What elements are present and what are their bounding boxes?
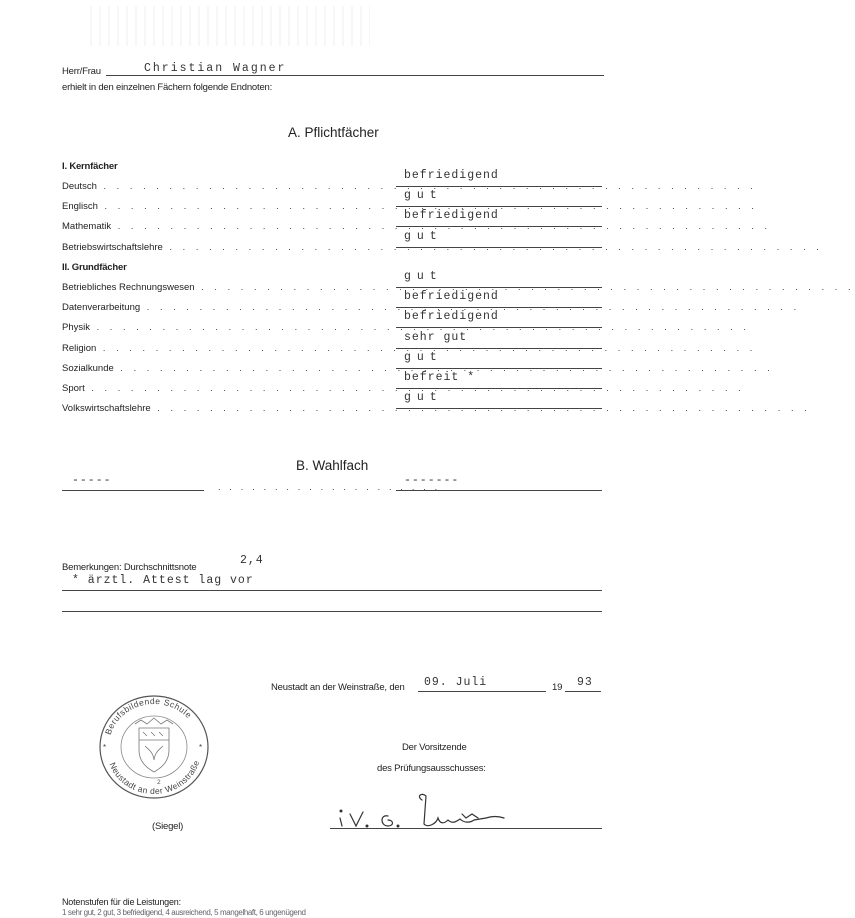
leader-dots: . . . . . . . . . . . . . . . . . . . . . . . . . . . . . . . . . . . . . . . . . . . . . . . . . . xyxy=(97,201,758,212)
grade-value: befreit * xyxy=(404,371,476,384)
leader-dots: . . . . . . . . . . . . . . . . . . . . . . . . . . . . . . . . . . . . . . . . . . . . . . . . . . xyxy=(89,322,751,333)
average-grade: 2,4 xyxy=(240,554,264,567)
leader-dots: . . . . . . . . . . . . . . . . . . . . . . . . . . . . . . . . . . . . . . . . . . . . . . . . . . xyxy=(140,302,801,313)
leader-dots: . . . . . . . . . . . . . . . . . . . . . . . . . . . . . . . . . . . . . . . . . . . . . . . . . . xyxy=(162,241,823,252)
svg-text:Neustadt an der Weinstraße: Neustadt an der Weinstraße xyxy=(107,758,202,797)
grade-underline xyxy=(396,186,602,187)
subject-row-label xyxy=(62,383,745,394)
subject-row-label xyxy=(62,322,751,334)
core-subjects-heading: I. Kernfächer xyxy=(62,161,118,172)
signature-line xyxy=(330,828,602,829)
scan-artifact xyxy=(90,6,370,46)
leader-dots: . . . . . . . . . . . . . . . . . . . . . . . . . . . . . . . . . . . . . . . . . . . . . . . . . . xyxy=(194,282,855,292)
grade-underline xyxy=(396,388,602,389)
grade-value: gut xyxy=(404,189,443,203)
subject-row-label xyxy=(62,221,772,233)
remarks-line-1 xyxy=(62,590,602,591)
seal-stamp-graphic xyxy=(95,690,213,802)
subject-row-label xyxy=(62,241,823,253)
grade-value: befriedigend xyxy=(404,209,499,223)
grade-underline xyxy=(396,408,602,409)
section-b-title: B. Wahlfach xyxy=(296,458,369,473)
subject-name: Physik xyxy=(62,322,90,334)
subject-name: Betriebswirtschaftslehre xyxy=(62,241,163,253)
official-seal xyxy=(95,690,213,802)
name-underline xyxy=(106,75,604,76)
grade-value: gut xyxy=(404,229,443,243)
grade-underline xyxy=(396,327,602,328)
grade-underline xyxy=(396,206,602,207)
grade-value: gut xyxy=(404,270,443,283)
subject-row-label xyxy=(62,362,774,374)
grade-value: befriedigend xyxy=(404,169,499,182)
subject-row-label xyxy=(62,201,758,213)
leader-dots: . . . . . . . . . . . . . . . . . . . . . . . . . . . . . . . . . . . . . . . . . . . . . . . . . . xyxy=(96,342,757,353)
grade-underline xyxy=(396,287,602,288)
subject-name: Sport xyxy=(62,383,85,394)
leader-dots: . . . . . . . . . . . . . . . . . . . . . . . . . . . . . . . . . . . . . . . . . . . . . . . . . . xyxy=(84,383,745,393)
section-a-title: A. Pflichtfächer xyxy=(288,125,379,140)
svg-text:Berufsbildende Schule: Berufsbildende Schule xyxy=(102,695,194,736)
leader-dots: . . . . . . . . . . . . . . . . . . . . . . . . . . . . . . . . . . . . . . . . . . . . . . . . . . xyxy=(150,403,811,414)
svg-text:2: 2 xyxy=(157,779,161,786)
subject-row-label xyxy=(62,282,855,293)
committee-title: des Prüfungsausschusses: xyxy=(377,763,486,774)
date-century: 19 xyxy=(552,682,563,693)
elective-subject-line xyxy=(62,490,204,491)
elective-subject-placeholder: ----- xyxy=(72,474,112,487)
subject-name: Religion xyxy=(62,342,97,354)
elective-dots: . . . . . . . . . . . . . . . . . . . . xyxy=(218,482,441,492)
subject-name: Mathematik xyxy=(62,221,112,233)
subject-row-label xyxy=(62,403,811,415)
leader-dots: . . . . . . . . . . . . . . . . . . . . . . . . . . . . . . . . . . . . . . . . . . . . . . . . . . xyxy=(96,181,757,191)
grade-underline xyxy=(396,368,602,369)
subject-name: Betriebliches Rechnungswesen xyxy=(62,282,195,293)
elective-grade-placeholder: ------- xyxy=(404,474,460,487)
elective-grade-line xyxy=(396,490,602,491)
handwritten-signature xyxy=(336,790,516,830)
remarks-note: * ärztl. Attest lag vor xyxy=(72,574,254,587)
subject-name: Volkswirtschaftslehre xyxy=(62,403,151,415)
grade-value: sehr gut xyxy=(404,330,468,344)
grade-scale: 1 sehr gut, 2 gut, 3 befriedigend, 4 ausreichend, 5 mangelhaft, 6 ungenügend xyxy=(62,908,306,917)
grade-value: befriedigend xyxy=(404,290,499,304)
date-day-month: 09. Juli xyxy=(424,676,488,689)
grade-value: gut xyxy=(404,391,443,405)
intro-text: erhielt in den einzelnen Fächern folgende Endnoten: xyxy=(62,82,273,93)
grade-scale-heading: Notenstufen für die Leistungen: xyxy=(62,897,181,907)
grade-underline xyxy=(396,307,602,308)
grade-underline xyxy=(396,247,602,248)
grade-underline xyxy=(396,348,602,349)
grade-value: gut xyxy=(404,350,443,364)
chair-title: Der Vorsitzende xyxy=(402,742,467,753)
salutation-label: Herr/Frau xyxy=(62,66,101,77)
seal-label: (Siegel) xyxy=(152,821,184,832)
subject-name: Englisch xyxy=(62,201,98,213)
svg-text:*: * xyxy=(103,743,107,752)
leader-dots: . . . . . . . . . . . . . . . . . . . . . . . . . . . . . . . . . . . . . . . . . . . . . . . . . . xyxy=(113,362,774,373)
subject-row-label xyxy=(62,181,757,192)
grade-value: befriedigend xyxy=(404,310,499,324)
subject-name: Datenverarbeitung xyxy=(62,302,141,314)
svg-text:*: * xyxy=(199,743,203,752)
place-date-prefix: Neustadt an der Weinstraße, den xyxy=(271,682,405,693)
grade-underline xyxy=(396,226,602,227)
remarks-label: Bemerkungen: Durchschnittsnote xyxy=(62,562,197,573)
subject-row-label xyxy=(62,342,757,354)
year-underline xyxy=(565,691,601,692)
basic-subjects-heading: II. Grundfächer xyxy=(62,262,127,273)
subject-row-label xyxy=(62,302,801,314)
subject-name: Sozialkunde xyxy=(62,362,114,374)
date-year: 93 xyxy=(577,676,593,689)
student-name: Christian Wagner xyxy=(144,62,287,75)
subject-name: Deutsch xyxy=(62,181,97,192)
date-underline xyxy=(418,691,546,692)
remarks-line-2 xyxy=(62,611,602,612)
leader-dots: . . . . . . . . . . . . . . . . . . . . . . . . . . . . . . . . . . . . . . . . . . . . . . . . . . xyxy=(111,221,772,232)
